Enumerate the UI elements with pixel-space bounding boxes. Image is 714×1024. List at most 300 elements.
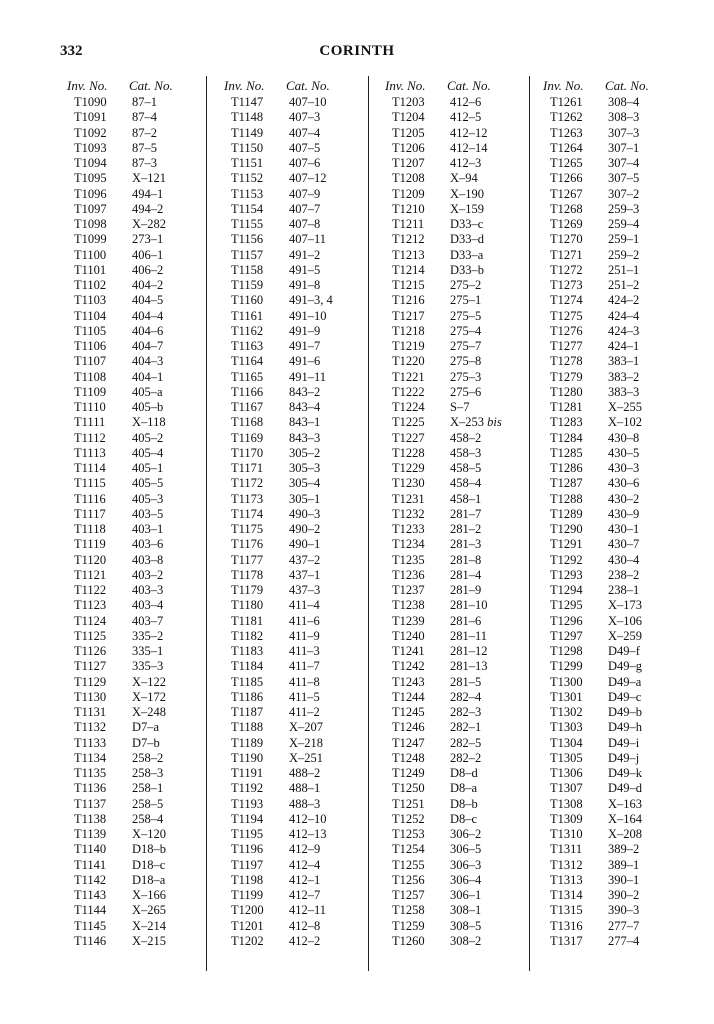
cat-no-cell: 430–1 — [608, 522, 640, 536]
table-row — [378, 171, 528, 186]
table-row — [536, 202, 686, 217]
cat-no-cell: 238–1 — [608, 583, 640, 597]
cat-no-cell: 308–5 — [450, 918, 482, 933]
inv-no-header: Inv. No. — [543, 78, 584, 93]
cat-no-cell: 411–3 — [289, 644, 320, 658]
cat-no-cell: 258–3 — [132, 766, 164, 780]
table-row — [60, 156, 210, 171]
table-row — [60, 492, 210, 507]
table-row — [60, 171, 210, 186]
inv-no-cell: T1259 — [392, 918, 425, 933]
inv-no-cell: T1169 — [231, 430, 264, 445]
table-row — [217, 492, 367, 507]
table-row — [60, 263, 210, 278]
inv-no-cell: T1116 — [74, 491, 106, 506]
table-row — [60, 446, 210, 461]
table-row — [217, 187, 367, 202]
inv-no-cell: T1115 — [74, 476, 106, 491]
inv-no-cell: T1152 — [231, 171, 264, 186]
cat-no-cell: 490–3 — [289, 506, 321, 521]
cat-no-cell: 281–8 — [450, 552, 482, 567]
table-row — [60, 278, 210, 293]
table-row — [536, 446, 686, 461]
cat-no-cell: 405–b — [132, 400, 164, 414]
table-row — [536, 675, 686, 690]
table-row — [378, 309, 528, 324]
table-row — [217, 431, 367, 446]
cat-no-cell: 491–11 — [289, 369, 327, 384]
inv-no-cell: T1308 — [550, 796, 583, 811]
cat-no-cell: 412–3 — [450, 156, 482, 170]
inv-no-cell: T1263 — [550, 125, 583, 140]
inv-no-cell: T1131 — [74, 705, 107, 719]
table-row — [217, 293, 367, 308]
inv-no-cell: T1189 — [231, 735, 264, 750]
inv-no-cell: T1274 — [550, 293, 583, 308]
table-row — [217, 156, 367, 171]
inv-no-cell: T1149 — [231, 125, 264, 140]
cat-no-cell: D33–b — [450, 262, 485, 277]
table-row — [217, 766, 367, 781]
cat-no-cell: 412–1 — [289, 872, 321, 887]
table-row — [60, 232, 210, 247]
cat-no-cell: 281–10 — [450, 598, 488, 613]
inv-no-cell: T1317 — [550, 933, 583, 948]
table-row — [378, 232, 528, 247]
inv-no-cell: T1211 — [392, 217, 425, 231]
table-row — [378, 629, 528, 644]
cat-no-cell: 275–4 — [450, 323, 482, 338]
table-row — [60, 461, 210, 476]
cat-no-cell: D49–d — [608, 781, 643, 796]
table-row — [536, 614, 686, 629]
inv-no-cell: T1153 — [231, 186, 264, 201]
table-row — [536, 629, 686, 644]
cat-no-cell: D49–c — [608, 689, 642, 704]
table-row — [60, 370, 210, 385]
table-row — [536, 766, 686, 781]
inv-no-cell: T1256 — [392, 872, 425, 887]
inv-no-cell: T1121 — [74, 567, 107, 582]
inv-no-cell: T1188 — [231, 720, 264, 735]
table-row — [536, 858, 686, 873]
inv-no-cell: T1205 — [392, 125, 425, 140]
inv-no-cell: T1181 — [231, 613, 264, 628]
table-row — [378, 415, 528, 430]
cat-no-cell: 404–5 — [132, 293, 164, 308]
cat-no-cell: 258–2 — [132, 750, 164, 765]
cat-no-cell: 404–7 — [132, 339, 164, 353]
table-row — [536, 644, 686, 659]
table-row — [536, 431, 686, 446]
table-row — [536, 354, 686, 369]
cat-no-cell: X–208 — [608, 827, 643, 841]
cat-no-cell: D7–b — [132, 735, 160, 750]
cat-no-cell: 87–2 — [132, 125, 157, 140]
inv-no-cell: T1283 — [550, 415, 583, 430]
inv-no-cell: T1222 — [392, 384, 425, 399]
inv-no-cell: T1262 — [550, 110, 583, 125]
cat-no-cell: 405–a — [132, 384, 163, 399]
inv-no-cell: T1291 — [550, 537, 583, 552]
inv-no-cell: T1231 — [392, 491, 425, 506]
table-row — [378, 263, 528, 278]
inv-no-cell: T1285 — [550, 445, 583, 460]
cat-no-cell: 488–2 — [289, 766, 321, 780]
cat-no-cell: 282–2 — [450, 750, 482, 765]
table-row — [217, 370, 367, 385]
inv-no-cell: T1129 — [74, 674, 107, 689]
inv-no-cell: T1220 — [392, 354, 425, 369]
table-row — [60, 354, 210, 369]
cat-no-cell: X–253 bis — [450, 415, 502, 430]
cat-no-cell: 390–1 — [608, 872, 640, 887]
inv-no-cell: T1306 — [550, 766, 583, 780]
inv-no-cell: T1269 — [550, 217, 583, 231]
cat-no-cell: 404–6 — [132, 323, 164, 338]
table-row — [378, 583, 528, 598]
table-row — [378, 690, 528, 705]
table-row — [217, 598, 367, 613]
cat-no-cell: X–166 — [132, 888, 167, 902]
table-row — [536, 339, 686, 354]
table-row — [217, 614, 367, 629]
cat-no-cell: 281–9 — [450, 583, 482, 597]
cat-no-cell: 407–11 — [289, 232, 327, 247]
inv-no-cell: T1241 — [392, 644, 425, 658]
inv-no-cell: T1243 — [392, 674, 425, 689]
cat-no-cell: D49–j — [608, 750, 640, 765]
table-row — [378, 110, 528, 125]
inv-no-cell: T1247 — [392, 735, 425, 750]
table-row — [536, 156, 686, 171]
inv-no-cell: T1309 — [550, 811, 583, 826]
cat-no-cell: X–118 — [132, 415, 166, 430]
inv-no-cell: T1209 — [392, 186, 425, 201]
table-row — [217, 263, 367, 278]
table-row — [536, 141, 686, 156]
table-row — [378, 522, 528, 537]
cat-no-cell: 307–3 — [608, 125, 640, 140]
inv-no-cell: T1239 — [392, 613, 425, 628]
inv-no-cell: T1123 — [74, 598, 107, 613]
inv-no-cell: T1157 — [231, 247, 264, 262]
inv-no-cell: T1251 — [392, 796, 425, 811]
cat-no-cell: 383–3 — [608, 384, 640, 399]
inv-no-cell: T1138 — [74, 811, 107, 826]
table-row — [378, 720, 528, 735]
table-row — [60, 903, 210, 918]
cat-no-cell: 403–1 — [132, 522, 164, 536]
inv-no-cell: T1191 — [231, 766, 264, 780]
table-row — [217, 812, 367, 827]
cat-no-cell: 282–5 — [450, 735, 482, 750]
table-row — [378, 370, 528, 385]
inv-no-cell: T1133 — [74, 735, 107, 750]
table-row — [217, 171, 367, 186]
table-row — [378, 903, 528, 918]
cat-no-cell: 430–3 — [608, 461, 640, 475]
table-row — [217, 461, 367, 476]
cat-no-cell: X–265 — [132, 903, 167, 918]
cat-no-cell: 407–9 — [289, 186, 321, 201]
cat-no-cell: X–102 — [608, 415, 643, 430]
inv-no-cell: T1260 — [392, 933, 425, 948]
inv-no-cell: T1140 — [74, 842, 107, 857]
table-row — [60, 629, 210, 644]
inv-no-cell: T1240 — [392, 628, 425, 643]
cat-no-cell: 251–2 — [608, 278, 640, 292]
table-row — [378, 781, 528, 796]
cat-no-cell: 424–4 — [608, 308, 640, 323]
table-row — [536, 293, 686, 308]
table-row — [536, 583, 686, 598]
inv-no-cell: T1216 — [392, 293, 425, 308]
table-row — [536, 263, 686, 278]
inv-no-cell: T1118 — [74, 522, 106, 536]
table-row — [378, 659, 528, 674]
cat-no-cell: 305–2 — [289, 445, 321, 460]
inv-no-cell: T1261 — [550, 95, 583, 109]
cat-no-cell: 411–4 — [289, 598, 320, 613]
inv-no-cell: T1311 — [550, 842, 583, 857]
table-row — [60, 415, 210, 430]
inv-no-cell: T1194 — [231, 811, 264, 826]
cat-no-cell: 390–2 — [608, 888, 640, 902]
cat-no-header: Cat. No. — [286, 78, 330, 93]
table-row — [378, 187, 528, 202]
table-row — [378, 278, 528, 293]
inv-no-cell: T1145 — [74, 918, 107, 933]
cat-no-cell: D8–d — [450, 766, 478, 780]
table-row — [217, 888, 367, 903]
inv-no-cell: T1295 — [550, 598, 583, 613]
cat-no-cell: 258–4 — [132, 811, 164, 826]
cat-no-cell: D49–h — [608, 720, 643, 735]
inv-no-cell: T1273 — [550, 278, 583, 292]
cat-no-cell: 407–10 — [289, 95, 327, 109]
cat-no-cell: X–215 — [132, 933, 167, 948]
cat-no-cell: D49–f — [608, 644, 640, 658]
cat-no-cell: 405–5 — [132, 476, 164, 491]
cat-no-cell: 412–7 — [289, 888, 321, 902]
cat-no-cell: 275–2 — [450, 278, 482, 292]
table-row — [60, 95, 210, 110]
inv-no-cell: T1236 — [392, 567, 425, 582]
inv-no-cell: T1253 — [392, 827, 425, 841]
inv-no-cell: T1297 — [550, 628, 583, 643]
cat-no-cell: 305–1 — [289, 491, 321, 506]
inv-no-cell: T1228 — [392, 445, 425, 460]
table-row — [378, 553, 528, 568]
inv-no-cell: T1148 — [231, 110, 264, 125]
table-row — [60, 400, 210, 415]
table-row — [217, 919, 367, 934]
table-row — [536, 415, 686, 430]
cat-no-cell: 389–1 — [608, 857, 640, 872]
table-row — [60, 751, 210, 766]
inv-no-cell: T1314 — [550, 888, 583, 902]
cat-no-cell: 491–2 — [289, 247, 321, 262]
cat-no-cell: X–121 — [132, 171, 167, 186]
cat-no-cell: 305–4 — [289, 476, 321, 491]
inv-no-cell: T1197 — [231, 857, 264, 872]
inv-no-cell: T1238 — [392, 598, 425, 613]
table-row — [536, 537, 686, 552]
inv-no-cell: T1246 — [392, 720, 425, 735]
table-row — [217, 446, 367, 461]
table-row — [378, 919, 528, 934]
cat-no-cell: 404–4 — [132, 308, 164, 323]
cat-no-cell: 403–2 — [132, 567, 164, 582]
cat-no-cell: 430–4 — [608, 552, 640, 567]
cat-no-cell: 273–1 — [132, 232, 164, 247]
cat-no-cell: 843–4 — [289, 400, 321, 414]
table-row — [60, 720, 210, 735]
table-row — [60, 644, 210, 659]
inv-no-cell: T1177 — [231, 552, 264, 567]
table-row — [536, 492, 686, 507]
inv-no-cell: T1272 — [550, 262, 583, 277]
table-row — [217, 858, 367, 873]
cat-no-cell: D49–g — [608, 659, 643, 674]
cat-no-cell: 412–8 — [289, 918, 321, 933]
inv-no-cell: T1307 — [550, 781, 583, 796]
table-row — [217, 797, 367, 812]
inv-no-cell: T1213 — [392, 247, 425, 262]
table-row — [536, 690, 686, 705]
inv-no-cell: T1093 — [74, 140, 107, 155]
table-row — [536, 553, 686, 568]
table-row — [536, 720, 686, 735]
cat-no-cell: 281–2 — [450, 522, 482, 536]
inv-no-cell: T1212 — [392, 232, 425, 247]
cat-no-cell: 488–3 — [289, 796, 321, 811]
table-row — [378, 888, 528, 903]
table-row — [536, 309, 686, 324]
table-row — [60, 812, 210, 827]
inv-no-cell: T1298 — [550, 644, 583, 658]
table-row — [60, 248, 210, 263]
table-row — [217, 522, 367, 537]
inv-no-cell: T1199 — [231, 888, 264, 902]
cat-no-cell: 411–9 — [289, 628, 320, 643]
table-row — [217, 705, 367, 720]
cat-no-cell: 275–8 — [450, 354, 482, 369]
inv-no-cell: T1233 — [392, 522, 425, 536]
inv-no-cell: T1227 — [392, 430, 425, 445]
table-row — [536, 461, 686, 476]
table-row — [217, 827, 367, 842]
table-row — [378, 324, 528, 339]
table-row — [60, 598, 210, 613]
table-column — [217, 76, 367, 949]
cat-no-cell: 281–11 — [450, 628, 488, 643]
cat-no-cell: 411–2 — [289, 705, 320, 719]
column-header — [536, 76, 686, 95]
cat-no-cell: 437–2 — [289, 552, 321, 567]
table-row — [536, 934, 686, 949]
cat-no-cell: 491–5 — [289, 262, 321, 277]
inv-no-cell: T1190 — [231, 750, 264, 765]
table-row — [536, 873, 686, 888]
table-row — [536, 827, 686, 842]
table-row — [217, 476, 367, 491]
cat-no-cell: 430–6 — [608, 476, 640, 491]
cat-no-cell: 87–1 — [132, 95, 157, 109]
inv-no-cell: T1098 — [74, 217, 107, 231]
cat-no-cell: 430–5 — [608, 445, 640, 460]
inv-no-cell: T1299 — [550, 659, 583, 674]
table-row — [378, 400, 528, 415]
table-row — [378, 934, 528, 949]
table-row — [60, 476, 210, 491]
cat-no-cell: 405–4 — [132, 445, 164, 460]
inv-no-cell: T1163 — [231, 339, 264, 353]
table-row — [217, 583, 367, 598]
column-divider — [368, 76, 369, 971]
running-title: CORINTH — [319, 43, 395, 59]
inv-no-header: Inv. No. — [67, 78, 108, 93]
inv-no-cell: T1219 — [392, 339, 425, 353]
table-row — [217, 690, 367, 705]
table-row — [217, 842, 367, 857]
cat-no-cell: X–282 — [132, 217, 167, 231]
cat-no-cell: 491–3, 4 — [289, 293, 333, 308]
inv-no-cell: T1304 — [550, 735, 583, 750]
cat-no-cell: 281–3 — [450, 537, 482, 552]
inv-no-cell: T1255 — [392, 857, 425, 872]
cat-no-cell: D33–c — [450, 217, 484, 231]
inv-no-cell: T1280 — [550, 384, 583, 399]
inv-no-cell: T1147 — [231, 95, 264, 109]
cat-no-cell: 411–6 — [289, 613, 320, 628]
cat-no-cell: 491–10 — [289, 308, 327, 323]
inv-no-cell: T1158 — [231, 262, 264, 277]
inv-no-cell: T1207 — [392, 156, 425, 170]
cat-no-cell: D8–c — [450, 811, 478, 826]
cat-no-cell: 403–4 — [132, 598, 164, 613]
cat-no-cell: 403–8 — [132, 552, 164, 567]
inv-no-cell: T1275 — [550, 308, 583, 323]
inv-no-cell: T1180 — [231, 598, 264, 613]
table-row — [536, 507, 686, 522]
inv-no-cell: T1217 — [392, 308, 425, 323]
table-row — [217, 324, 367, 339]
inv-no-cell: T1315 — [550, 903, 583, 918]
inv-no-cell: T1296 — [550, 613, 583, 628]
inv-no-cell: T1276 — [550, 323, 583, 338]
cat-no-cell: 275–1 — [450, 293, 482, 308]
cat-no-cell: 424–2 — [608, 293, 640, 308]
inv-no-cell: T1132 — [74, 720, 107, 735]
table-row — [217, 934, 367, 949]
cat-no-cell: D18–a — [132, 872, 166, 887]
inv-no-cell: T1174 — [231, 506, 264, 521]
cat-no-cell: D49–a — [608, 674, 642, 689]
cat-no-cell: 412–13 — [289, 827, 327, 841]
cat-no-cell: X–248 — [132, 705, 167, 719]
table-row — [217, 873, 367, 888]
table-row — [536, 781, 686, 796]
inv-no-cell: T1166 — [231, 384, 264, 399]
cat-no-cell: 258–5 — [132, 796, 164, 811]
table-row — [378, 446, 528, 461]
table-row — [60, 385, 210, 400]
inv-no-cell: T1151 — [231, 156, 264, 170]
cat-no-cell: 305–3 — [289, 461, 321, 475]
cat-no-cell: X–122 — [132, 674, 167, 689]
